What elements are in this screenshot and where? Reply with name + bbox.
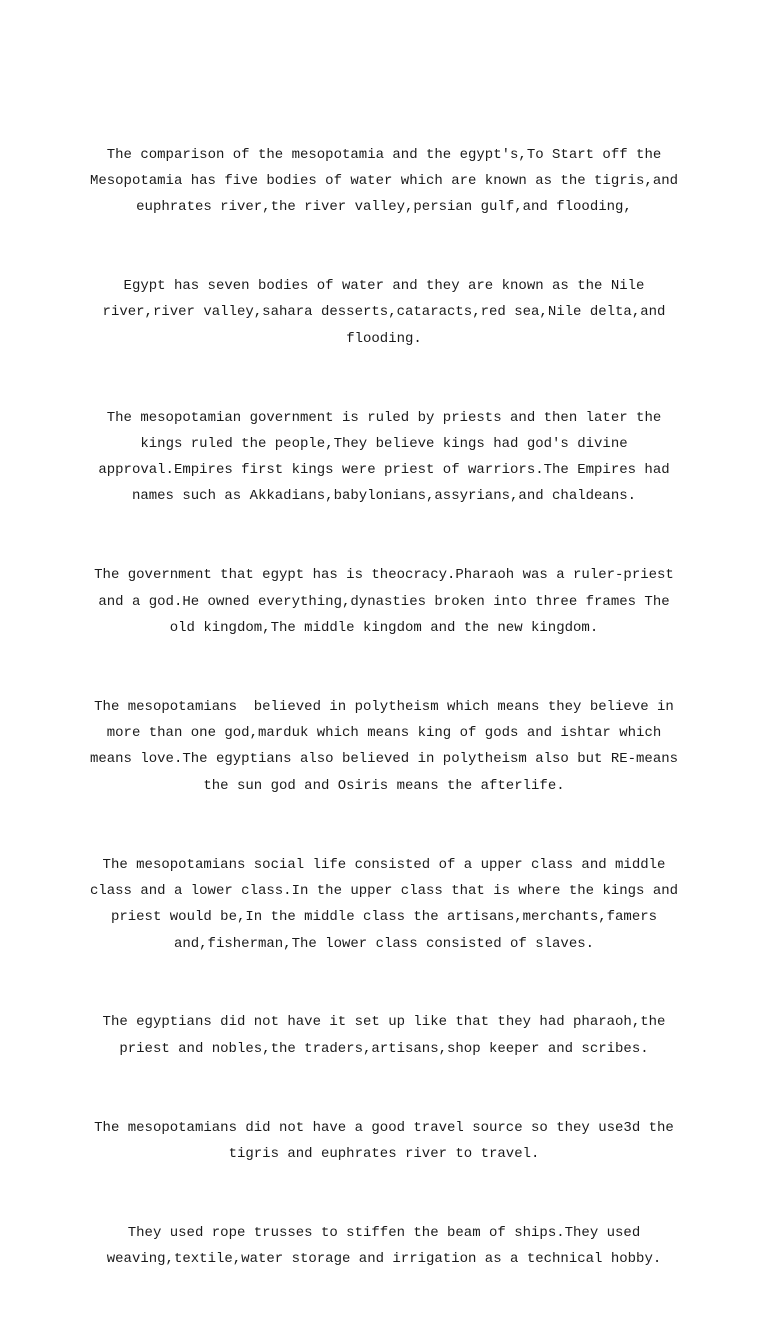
document-body: [88, 89, 691, 1325]
paragraph-government-egypt: The government that egypt has is theocracy.Pharaoh was a ruler-priest and a god.He owned everything,dynasties broken into three frames The old kingdom,The middle kingdom and the new kingdom.: [94, 567, 691, 636]
paragraph-water-egypt: Egypt has seven bodies of water and they are known as the Nile river,river valley,sahara desserts,cataracts,red sea,Nile delta,and flooding.: [102, 278, 674, 347]
paragraph-religion: The mesopotamians believed in polytheism which means they believe in more than one god,marduk which means king of gods and ishtar which means love.The egyptians also believed in polytheism also but RE-means the sun god and Osiris means the afterlife.: [89, 698, 687, 794]
paragraph-travel: The mesopotamians did not have a good travel source so they use3d the tigris and euphrates river to travel.: [94, 1119, 683, 1162]
paragraph-social-egypt: The egyptians did not have it set up like that they had pharaoh,the priest and nobles,the traders,artisans,shop keeper and scribes.: [102, 1014, 674, 1057]
paragraph-social-mesopotamia: The mesopotamians social life consisted of a upper class and middle class and a lower class.In the upper class that is where the kings and priest would be,In the middle class the artisans,merchants,famers and,fisherman,The lower class consisted of slaves.: [89, 856, 687, 952]
paragraph-technology: They used rope trusses to stiffen the beam of ships.They used weaving,textile,water storage and irrigation as a technical hobby.: [106, 1224, 662, 1268]
paragraph-water-mesopotamia: The comparison of the mesopotamia and the egypt's,To Start off the Mesopotamia has five bodies of water which are known as the tigris,and euphrates river,the river valley,persian gulf,and flooding,: [89, 146, 687, 216]
paragraph-government-mesopotamia: The mesopotamian government is ruled by priests and then later the kings ruled the people,They believe kings had god's divine approval.Empires first kings were priest of warriors.The Empires had names such as Akkadians,babylonians,assyrians,and chaldeans.: [98, 409, 679, 505]
